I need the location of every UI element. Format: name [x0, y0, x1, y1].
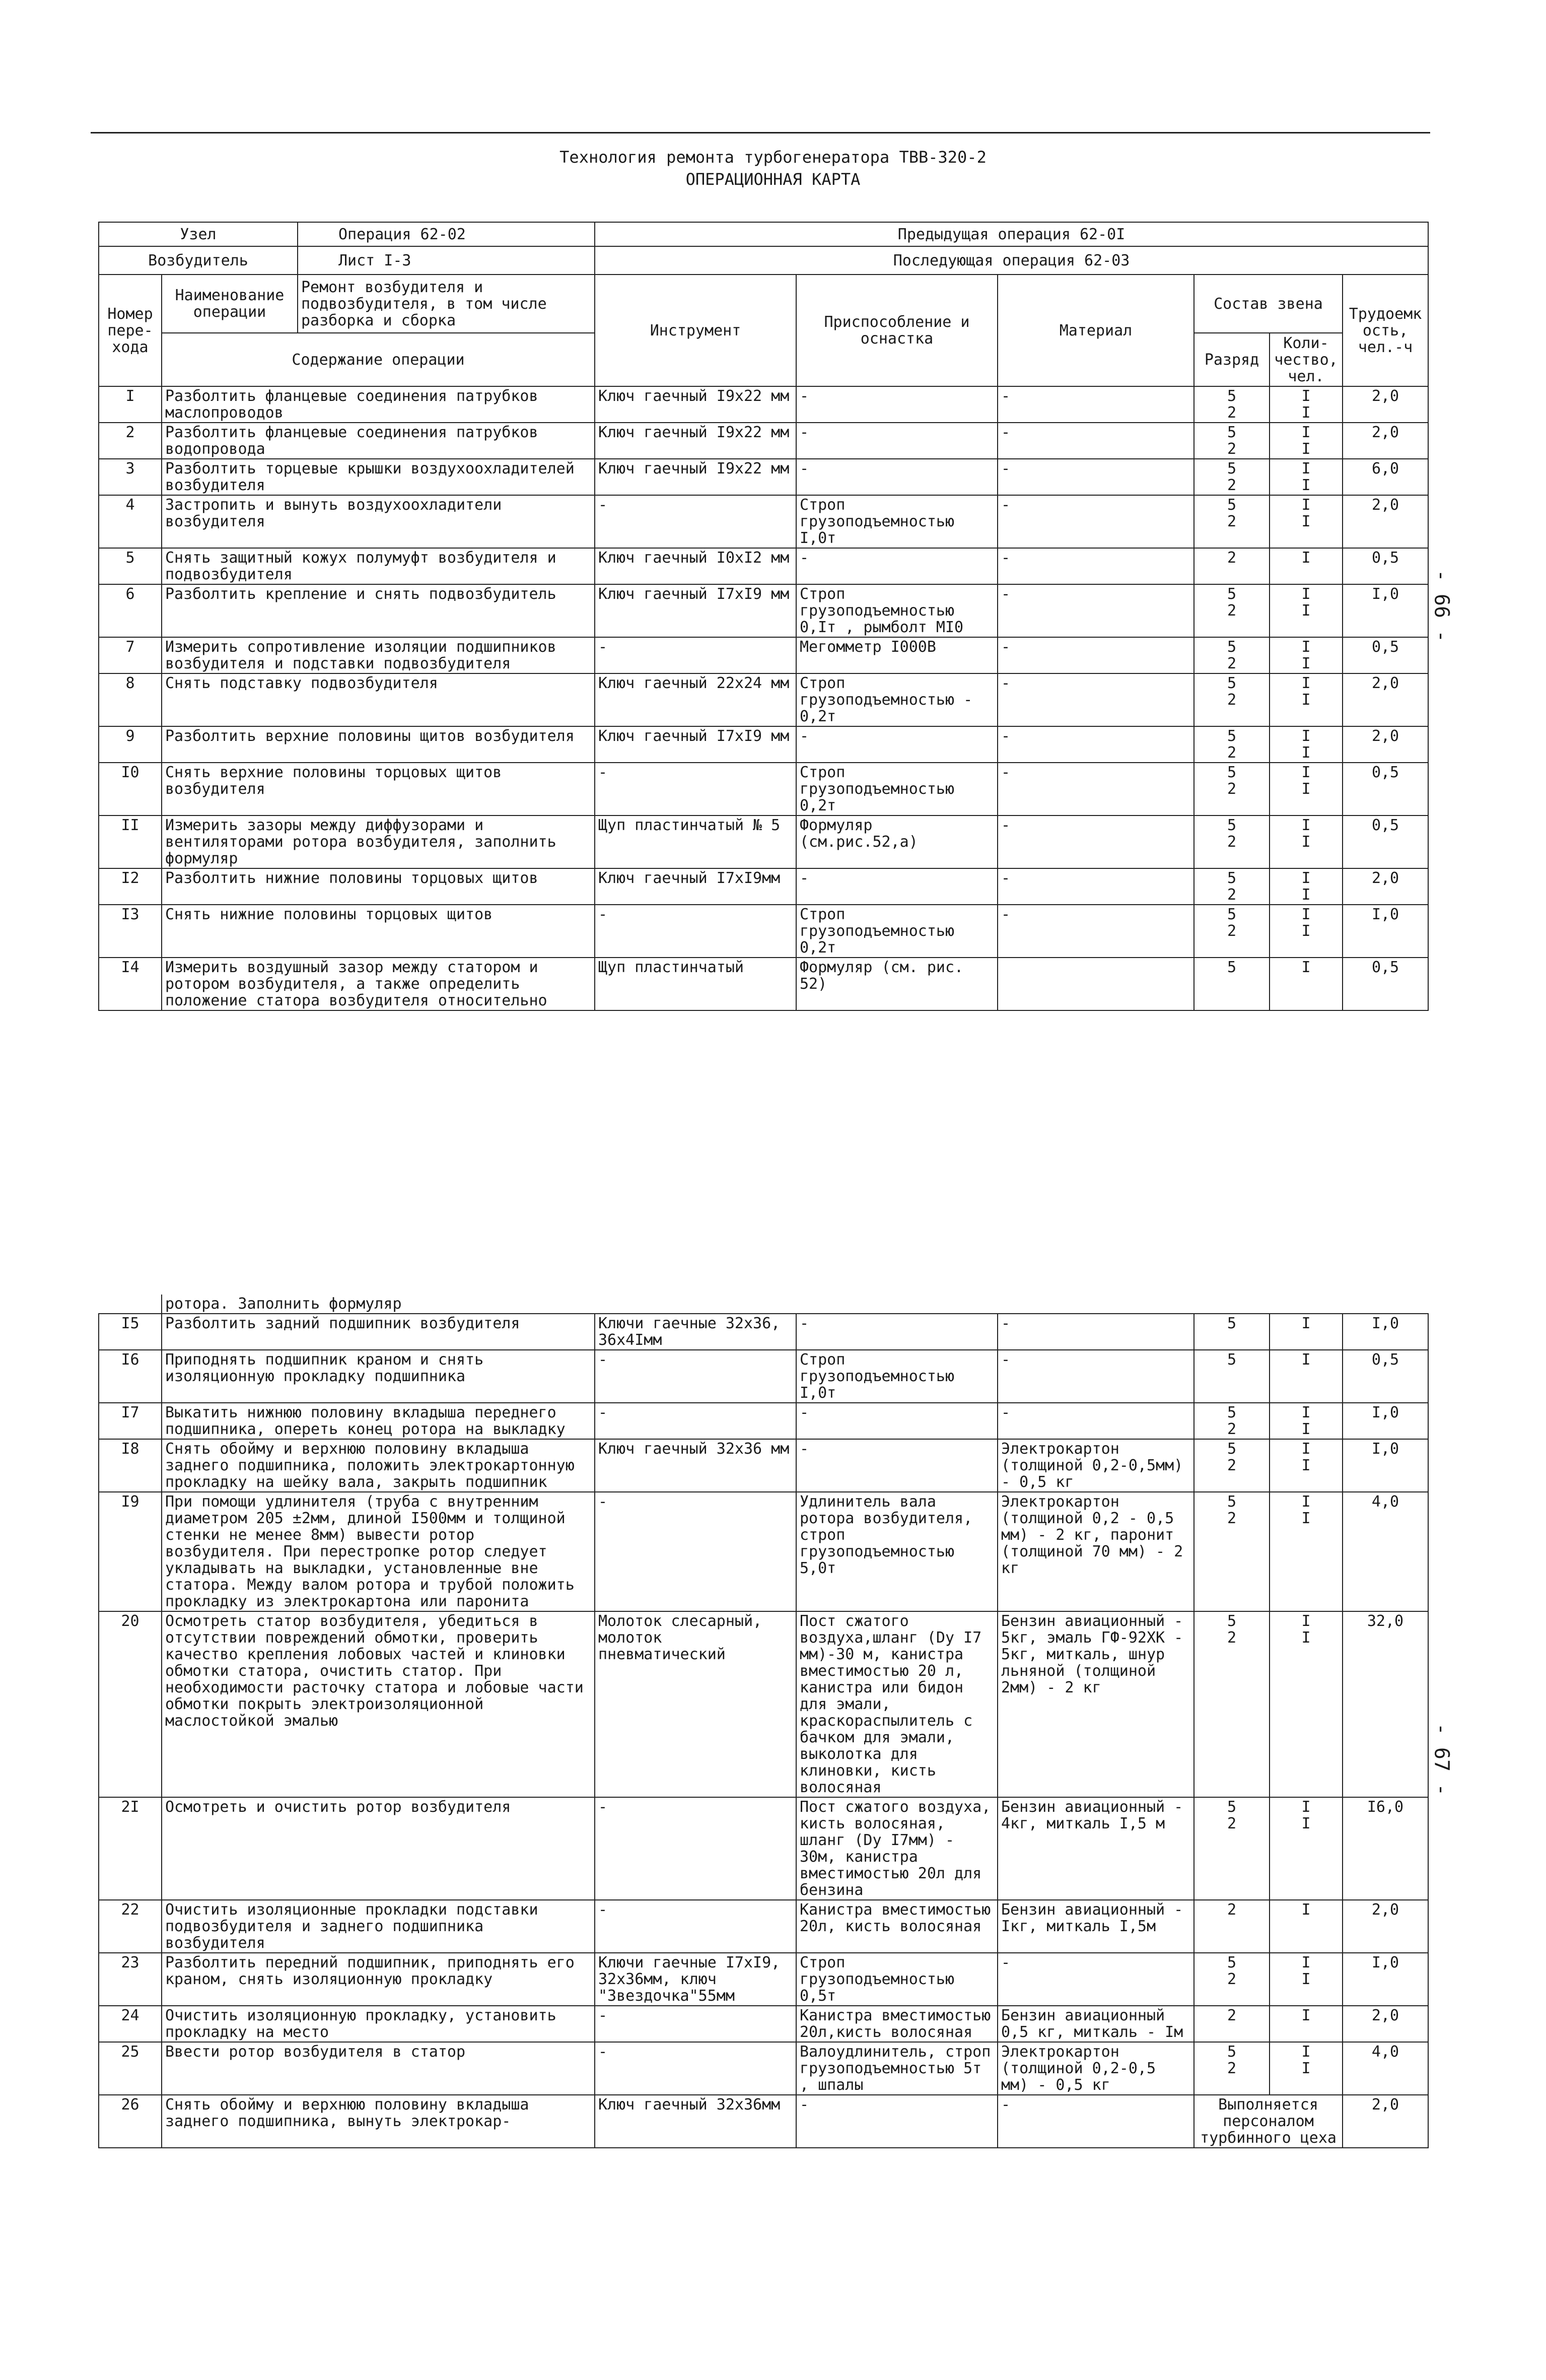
step-fixture: Строп грузоподъемностью I,0т [796, 495, 998, 548]
step-grade: 5 [1194, 1314, 1270, 1350]
col-step-no: Номер пере-хода [99, 275, 162, 386]
table-row [99, 459, 1428, 495]
step-material: - [998, 763, 1194, 815]
step-grade: 2 [1194, 2006, 1270, 2042]
page-number-bottom: - 67 - [1430, 1723, 1453, 1796]
step-labor: 4,0 [1343, 2042, 1428, 2095]
table-row [99, 2042, 1428, 2095]
step-grade: 5 2 [1194, 1797, 1270, 1900]
step-tool: - [595, 495, 796, 548]
step-labor: I6,0 [1343, 1797, 1428, 1900]
step-fixture: Канистра вместимостью 20л, кисть волосяная [796, 1900, 998, 1953]
step-tool: Ключ гаечный I9x22 мм [595, 386, 796, 423]
step-content: Разболтить торцевые крышки воздухоохладителей возбудителя [162, 459, 595, 495]
step-material [998, 958, 1194, 1010]
step-number: II [99, 815, 162, 868]
table-row [99, 815, 1428, 868]
step-number: I2 [99, 868, 162, 905]
step-grade: 5 2 [1194, 1953, 1270, 2006]
operation-card-header [98, 222, 1429, 1011]
step-fixture: - [796, 423, 998, 459]
step-grade: 5 [1194, 1350, 1270, 1403]
step-grade: 5 2 [1194, 1492, 1270, 1611]
step-material: - [998, 637, 1194, 673]
step-fixture: - [796, 548, 998, 584]
step-count: I I [1270, 1797, 1343, 1900]
step-content: Снять подставку подвозбудителя [162, 673, 595, 726]
step-tool: - [595, 1797, 796, 1900]
table-row [99, 1492, 1428, 1611]
table-row [99, 673, 1428, 726]
step-content: Снять нижние половины торцовых щитов [162, 905, 595, 958]
step-tool: Ключ гаечный I0xI2 мм [595, 548, 796, 584]
step-content: Ввести ротор возбудителя в статор [162, 2042, 595, 2095]
step-number: I [99, 386, 162, 423]
page-number-top: - 66 - [1430, 569, 1453, 643]
step-labor: 0,5 [1343, 815, 1428, 868]
step-fixture: - [796, 1314, 998, 1350]
step-tool: Молоток слесарный, молоток пневматический [595, 1611, 796, 1797]
step-grade: 5 2 [1194, 726, 1270, 763]
top-rule [91, 132, 1430, 133]
step-tool: Ключи гаечные I7xI9, 32x36мм, ключ "Звездочка"55мм [595, 1953, 796, 2006]
step-labor: 0,5 [1343, 763, 1428, 815]
table-row [99, 637, 1428, 673]
step-labor: 2,0 [1343, 2006, 1428, 2042]
step-labor: 0,5 [1343, 958, 1428, 1010]
step-material: - [998, 495, 1194, 548]
step-fixture: - [796, 1403, 998, 1439]
step-content: Застропить и вынуть воздухоохладители возбудителя [162, 495, 595, 548]
step-grade: 5 2 [1194, 2042, 1270, 2095]
step-fixture: - [796, 386, 998, 423]
sheet-number: Лист I-3 [298, 246, 595, 275]
step-grade: 2 [1194, 548, 1270, 584]
step-material: Бензин авиационный - 5кг, эмаль ГФ-92ХК - 5кг, миткаль, шнур льняной (толщиной 2мм) - 2 кг [998, 1611, 1194, 1797]
step-material: Бензин авиационный 0,5 кг, миткаль - Iм [998, 2006, 1194, 2042]
step-fixture: - [796, 726, 998, 763]
step-tool: - [595, 637, 796, 673]
step-count: I I [1270, 584, 1343, 637]
step-material: Бензин авиационный - 4кг, миткаль I,5 м [998, 1797, 1194, 1900]
operation-code: Операция 62-02 [298, 222, 595, 246]
step-grade: 5 2 [1194, 1439, 1270, 1492]
step-labor: 0,5 [1343, 637, 1428, 673]
step-number: 6 [99, 584, 162, 637]
step-grade: 5 [1194, 958, 1270, 1010]
step-tool: Ключ гаечный I9x22 мм [595, 459, 796, 495]
step-number: 20 [99, 1611, 162, 1797]
step-content: Приподнять подшипник краном и снять изоляционную прокладку подшипника [162, 1350, 595, 1403]
step-count: I [1270, 2006, 1343, 2042]
step-grade: 5 2 [1194, 459, 1270, 495]
step-material: - [998, 815, 1194, 868]
step-grade: 5 2 [1194, 495, 1270, 548]
table-row [99, 1403, 1428, 1439]
step-content: Снять верхние половины торцовых щитов возбудителя [162, 763, 595, 815]
step-grade: 5 2 [1194, 673, 1270, 726]
table-row [99, 2006, 1428, 2042]
step-number: I4 [99, 958, 162, 1010]
step-fixture: Пост сжатого воздуха, кисть волосяная, шланг (Dу I7мм) - 30м, канистра вместимостью 20л для бензина [796, 1797, 998, 1900]
table-row [99, 1314, 1428, 1350]
step-count: I I [1270, 495, 1343, 548]
step-grade: 5 2 [1194, 584, 1270, 637]
step-labor: 2,0 [1343, 423, 1428, 459]
step-count: I I [1270, 868, 1343, 905]
op-name-value: Ремонт возбудителя и подвозбудителя, в том числе разборка и сборка [298, 275, 595, 333]
step-material: - [998, 459, 1194, 495]
step-count: I I [1270, 1953, 1343, 2006]
step-count: I I [1270, 763, 1343, 815]
step-fixture: Пост сжатого воздуха,шланг (Dу I7 мм)-30 м, канистра вместимостью 20 л, канистра или бидон для эмали, краскораспылитель с бачком для эмали, выколотка для клиновки, кисть волосяная [796, 1611, 998, 1797]
step-grade: 5 2 [1194, 815, 1270, 868]
step-tool: Ключ гаечный I7xI9 мм [595, 726, 796, 763]
unit-value: Возбудитель [99, 246, 298, 275]
step-number: I0 [99, 763, 162, 815]
step-tool: Ключ гаечный I7xI9 мм [595, 584, 796, 637]
step-number: 8 [99, 673, 162, 726]
step-number: 22 [99, 1900, 162, 1953]
col-crew: Состав звена [1194, 275, 1343, 333]
step-count: I [1270, 1314, 1343, 1350]
step-tool: Щуп пластинчатый № 5 [595, 815, 796, 868]
step-content: Разболтить фланцевые соединения патрубков маслопроводов [162, 386, 595, 423]
step-number: I5 [99, 1314, 162, 1350]
col-labor: Трудоемкость, чел.-ч [1343, 275, 1428, 386]
step-material: - [998, 905, 1194, 958]
step-count: I I [1270, 726, 1343, 763]
col-material: Материал [998, 275, 1194, 386]
step-material: Электрокартон (толщиной 0,2-0,5мм) - 0,5 кг [998, 1439, 1194, 1492]
operation-card-continued [98, 1295, 1429, 2148]
step-material: - [998, 1953, 1194, 2006]
step-content: Осмотреть статор возбудителя, убедиться в отсутствии повреждений обмотки, проверить качество крепления лобовых частей и клиновки обмотки статора, очистить статор. При необходимости расточку статора и лобовые части обмотки покрыть электроизоляционной маслостойкой эмалью [162, 1611, 595, 1797]
step-fixture: - [796, 868, 998, 905]
step-count: I I [1270, 2042, 1343, 2095]
step-number: 23 [99, 1953, 162, 2006]
step-material: - [998, 2095, 1194, 2148]
step-content: Измерить сопротивление изоляции подшипников возбудителя и подставки подвозбудителя [162, 637, 595, 673]
table-row [99, 1439, 1428, 1492]
step-labor: 6,0 [1343, 459, 1428, 495]
step-tool: - [595, 2006, 796, 2042]
table-row [99, 726, 1428, 763]
step-count: I [1270, 1350, 1343, 1403]
step-tool: Ключ гаечный 32x36 мм [595, 1439, 796, 1492]
table-row [99, 584, 1428, 637]
step-material: - [998, 1350, 1194, 1403]
table-row [99, 1350, 1428, 1403]
step-number: 2I [99, 1797, 162, 1900]
step-material: - [998, 1314, 1194, 1350]
step-fixture: - [796, 1439, 998, 1492]
step-count: I I [1270, 459, 1343, 495]
step-content: Разболтить фланцевые соединения патрубков водопровода [162, 423, 595, 459]
table-row [99, 495, 1428, 548]
step-count: I I [1270, 815, 1343, 868]
next-operation: Последующая операция 62-03 [595, 246, 1428, 275]
step-count: I I [1270, 1611, 1343, 1797]
step-fixture: Строп грузоподъемностью 0,2т [796, 905, 998, 958]
step-fixture: Строп грузоподъемностью 0,5т [796, 1953, 998, 2006]
step-tool: - [595, 763, 796, 815]
step-content: Разболтить нижние половины торцовых щитов [162, 868, 595, 905]
step-grade: 5 2 [1194, 386, 1270, 423]
step-content: Разболтить задний подшипник возбудителя [162, 1314, 595, 1350]
step-number: I6 [99, 1350, 162, 1403]
step-tool: Щуп пластинчатый [595, 958, 796, 1010]
step-labor: 32,0 [1343, 1611, 1428, 1797]
doc-subtitle: ОПЕРАЦИОННАЯ КАРТА [685, 170, 861, 189]
step-grade: 5 2 [1194, 1611, 1270, 1797]
step-content: Измерить зазоры между диффузорами и вентиляторами ротора возбудителя, заполнить формуляр [162, 815, 595, 868]
prev-operation: Предыдущая операция 62-0I [595, 222, 1428, 246]
step-material: Электрокартон (толщиной 0,2 - 0,5 мм) - 2 кг, паронит (толщиной 70 мм) - 2 кг [998, 1492, 1194, 1611]
step-number: 7 [99, 637, 162, 673]
step-content: Снять обойму и верхнюю половину вкладыша заднего подшипника, вынуть электрокар- [162, 2095, 595, 2148]
step-content: Очистить изоляционные прокладки подставки подвозбудителя и заднего подшипника возбудителя [162, 1900, 595, 1953]
step-labor: 2,0 [1343, 726, 1428, 763]
step-grade: 5 2 [1194, 905, 1270, 958]
step-content: Снять обойму и верхнюю половину вкладыша заднего подшипника, положить электрокартонную прокладку на шейку вала, закрыть подшипник [162, 1439, 595, 1492]
continuation-text: ротора. Заполнить формуляр [162, 1295, 595, 1314]
step-grade: 5 2 [1194, 868, 1270, 905]
step-labor: 2,0 [1343, 673, 1428, 726]
step-tool: Ключ гаечный 22x24 мм [595, 673, 796, 726]
step-number: 2 [99, 423, 162, 459]
step-material: - [998, 584, 1194, 637]
table-row [99, 868, 1428, 905]
step-labor: 4,0 [1343, 1492, 1428, 1611]
unit-label: Узел [99, 222, 298, 246]
step-material: - [998, 726, 1194, 763]
step-content: Разболтить передний подшипник, приподнять его краном, снять изоляционную прокладку [162, 1953, 595, 2006]
table-row [99, 1611, 1428, 1797]
step-number: I8 [99, 1439, 162, 1492]
step-count: I [1270, 958, 1343, 1010]
step-material: Бензин авиационный - Iкг, миткаль I,5м [998, 1900, 1194, 1953]
step-fixture: Удлинитель вала ротора возбудителя, строп грузоподъемностью 5,0т [796, 1492, 998, 1611]
step-material: - [998, 423, 1194, 459]
step-tool: Ключ гаечный I7xI9мм [595, 868, 796, 905]
step-material: - [998, 386, 1194, 423]
step-fixture: Мегомметр I000В [796, 637, 998, 673]
step-number: I7 [99, 1403, 162, 1439]
step-tool: - [595, 1900, 796, 1953]
step-fixture: Строп грузоподъемностью I,0т [796, 1350, 998, 1403]
step-labor: 0,5 [1343, 1350, 1428, 1403]
step-count: I I [1270, 1439, 1343, 1492]
col-fixture: Приспособление и оснастка [796, 275, 998, 386]
step-fixture: Формуляр (см. рис. 52) [796, 958, 998, 1010]
step-tool: Ключи гаечные 32x36, 36x4Iмм [595, 1314, 796, 1350]
step-content: При помощи удлинителя (труба с внутренним диаметром 205 ±2мм, длиной I500мм и толщиной стенки не менее 8мм) вывести ротор возбудителя. При перестропке ротор следует укладывать на выкладки, установленные вне статора. Между валом ротора и трубой положить прокладку из электрокартона или паронита [162, 1492, 595, 1611]
step-material: Электрокартон (толщиной 0,2-0,5 мм) - 0,5 кг [998, 2042, 1194, 2095]
step-content: Очистить изоляционную прокладку, установить прокладку на место [162, 2006, 595, 2042]
step-content: Осмотреть и очистить ротор возбудителя [162, 1797, 595, 1900]
table-row [99, 2095, 1428, 2148]
step-tool: - [595, 905, 796, 958]
step-fixture: Валоудлинитель, строп грузоподъемностью 5т , шпалы [796, 2042, 998, 2095]
step-count: I [1270, 548, 1343, 584]
step-tool: Ключ гаечный I9x22 мм [595, 423, 796, 459]
step-number: 26 [99, 2095, 162, 2148]
table-row [99, 958, 1428, 1010]
col-content: Содержание операции [162, 333, 595, 386]
step-labor: 2,0 [1343, 1900, 1428, 1953]
step-tool: - [595, 1492, 796, 1611]
step-fixture: Канистра вместимостью 20л,кисть волосяная [796, 2006, 998, 2042]
step-fixture: Формуляр (см.рис.52,а) [796, 815, 998, 868]
step-count: I I [1270, 637, 1343, 673]
step-fixture: Строп грузоподъемностью 0,Iт , рымболт MI0 [796, 584, 998, 637]
step-material: - [998, 1403, 1194, 1439]
step-number: 9 [99, 726, 162, 763]
step-number: 4 [99, 495, 162, 548]
col-op-name: Наименование операции [162, 275, 298, 333]
doc-title: Технология ремонта турбогенератора ТВВ-320-2 [559, 148, 987, 167]
step-fixture: - [796, 459, 998, 495]
step-count: I I [1270, 905, 1343, 958]
table-row [99, 1797, 1428, 1900]
step-grade: 5 2 [1194, 423, 1270, 459]
step-content: Разболтить крепление и снять подвозбудитель [162, 584, 595, 637]
step-labor: 2,0 [1343, 868, 1428, 905]
step-count: I I [1270, 673, 1343, 726]
step-count: I I [1270, 1403, 1343, 1439]
step-labor: I,0 [1343, 1314, 1428, 1350]
table-row [99, 1953, 1428, 2006]
step-tool: Ключ гаечный 32x36мм [595, 2095, 796, 2148]
table-row [99, 423, 1428, 459]
step-number: 5 [99, 548, 162, 584]
step-tool: - [595, 1350, 796, 1403]
step-labor: I,0 [1343, 1403, 1428, 1439]
table-row [99, 1900, 1428, 1953]
step-count: I [1270, 1900, 1343, 1953]
step-labor: I,0 [1343, 584, 1428, 637]
step-labor: I,0 [1343, 1953, 1428, 2006]
table-row [99, 548, 1428, 584]
table-row [99, 763, 1428, 815]
step-fixture: Строп грузоподъемностью - 0,2т [796, 673, 998, 726]
step-content: Измерить воздушный зазор между статором и ротором возбудителя, а также определить положение статора возбудителя относительно [162, 958, 595, 1010]
step-content: Снять защитный кожух полумуфт возбудителя и подвозбудителя [162, 548, 595, 584]
step-number: I9 [99, 1492, 162, 1611]
step-count: I I [1270, 1492, 1343, 1611]
step-grade: 5 2 [1194, 763, 1270, 815]
step-tool: - [595, 1403, 796, 1439]
step-grade: 5 2 [1194, 1403, 1270, 1439]
step-grade: 5 2 [1194, 637, 1270, 673]
step-grade: Выполняется персоналом турбинного цеха [1194, 2095, 1343, 2148]
col-grade: Разряд [1194, 333, 1270, 386]
step-grade: 2 [1194, 1900, 1270, 1953]
step-content: Разболтить верхние половины щитов возбудителя [162, 726, 595, 763]
col-tool: Инструмент [595, 275, 796, 386]
step-labor: I,0 [1343, 1439, 1428, 1492]
step-material: - [998, 673, 1194, 726]
table-row [99, 386, 1428, 423]
step-tool: - [595, 2042, 796, 2095]
step-number: 25 [99, 2042, 162, 2095]
step-labor: I,0 [1343, 905, 1428, 958]
step-content: Выкатить нижнюю половину вкладыша переднего подшипника, опереть конец ротора на выкладку [162, 1403, 595, 1439]
step-fixture: - [796, 2095, 998, 2148]
step-labor: 2,0 [1343, 495, 1428, 548]
step-count: I I [1270, 386, 1343, 423]
step-labor: 2,0 [1343, 2095, 1428, 2148]
step-material: - [998, 868, 1194, 905]
step-number: 3 [99, 459, 162, 495]
table-row [99, 905, 1428, 958]
col-count: Коли-чество, чел. [1270, 333, 1343, 386]
step-fixture: Строп грузоподъемностью 0,2т [796, 763, 998, 815]
step-number: I3 [99, 905, 162, 958]
step-labor: 0,5 [1343, 548, 1428, 584]
step-count: I I [1270, 423, 1343, 459]
step-material: - [998, 548, 1194, 584]
step-labor: 2,0 [1343, 386, 1428, 423]
step-number: 24 [99, 2006, 162, 2042]
